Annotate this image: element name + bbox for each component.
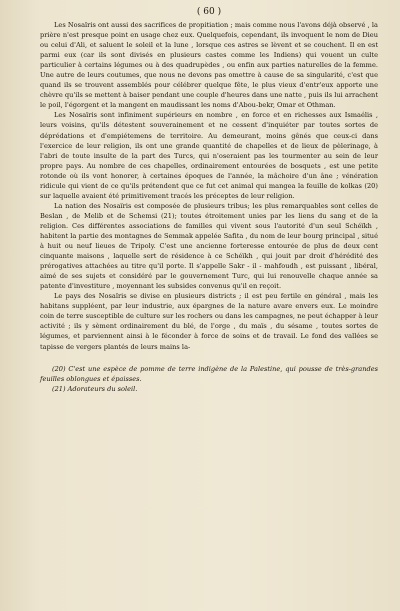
footnote-21: (21) Adorateurs du soleil. [52, 384, 138, 393]
paragraph-2: Les Nosaïris sont infiniment supérieurs en nombre , en force et en richesses aux Ismaélis , leurs voisins, qu'ils détestent souverainement et ne cessent d'inquiéter par toutes sortes de déprédations et d'empiétemens de territoire. Au demeurant, moins gênés que ceux-ci dans l'exercice de leur religion, ils ont une grande quantité de chapelles et de lieux de pèlerinage, à l'abri de toute insulte de la part des Turcs, qui n'oseraient pas les tourmenter au sein de leur propre pays. Au nombre de ces chapelles, ordinairement entourées de bosquets , est une petite rotonde où ils vont honorer, à certaines époques de l'année, la mâchoire d'un âne ; vénération ridicule qui vient de ce qu'ils prétendent que ce fut cet animal qui mangea la feuille de kolkas (20) sur laquelle avaient été primitivement tracés les préceptes de leur religion. [40, 111, 378, 200]
main-text [40, 20, 378, 352]
paragraph-3: La nation des Nosaïris est composée de plusieurs tribus; les plus remarquables sont celles de Beslan , de Melib et de Schemsi (21); toutes étroitement unies par les liens du sang et de la religion. Ces différentes associations de familles qui vivent sous l'autorité d'un seul Schéïkh , habitent la partie des montagnes de Semmak appelée Safita , du nom de leur bourg principal , situé à huit ou neuf lieues de Tripoly. C'est une ancienne forteresse entourée de plus de deux cent cinquante maisons , laquelle sert de résidence à ce Schéïkh , qui jouit par droit d'hérédité des prérogatives attachées au titre qu'il porte. Il s'appelle Sakr - il - mahfoudh , est puissant , libéral, aimé de ses sujets et considéré par le gouvernement Turc, qui lui renouvelle chaque année sa patente d'investiture , moyennant les subsides convenus qu'il en reçoit. [40, 201, 378, 291]
paragraph-4: Le pays des Nosaïris se divise en plusieurs districts ; il est peu fertile en général , mais les habitans suppléent, par leur industrie, aux épargnes de la nature avare envers eux. Le moindre coin de terre susceptible de culture sur les rochers ou dans les campagnes, ne peut échapper à leur activité ; ils y sèment ordinairement du blé, de l'orge , du maïs , du sésame , toutes sortes de légumes, et parviennent ainsi à le féconder à force de soins et de travail. Le fond des vallées se tapisse de vergers plantés de leurs mains la- [40, 292, 378, 351]
footnote-separator [40, 352, 378, 360]
footnotes [40, 364, 378, 394]
page-number: ( 60 ) [196, 7, 222, 17]
paragraph-1: Les Nosaïris ont aussi des sacrifices de propitiation ; mais comme nous l'avons déjà observé , la prière n'est presque point en usage chez eux. Quelquefois, cependant, ils invoquent le nom de Dieu ou celui d'Ali, et saluent le soleil et la lune , lorsque ces astres se lèvent et se couchent. Il en est parmi eux (car ils sont divisés en plusieurs castes comme les Indiens) qui vouent un culte particulier à certains légumes ou à des quadrupèdes , ou enfin aux parties naturelles de la femme. Une autre de leurs coutumes, que nous ne devons pas omettre à cause de sa singularité, c'est que quand ils se trouvent assemblés pour célébrer quelque fête, le plus vieux d'entr'eux apporte une chèvre qu'ils se mettent à baiser pendant une couple d'heures dans une natte , puis ils lui arrachent le poil, l'égorgent et la mangent en maudissant les noms d'Abou-bekr, Omar et Othman. [40, 21, 378, 110]
footnote-20: (20) C'est une espèce de pomme de terre indigène de la Palestine, qui pousse de très-grandes feuilles oblongues et épaisses. [40, 364, 378, 383]
